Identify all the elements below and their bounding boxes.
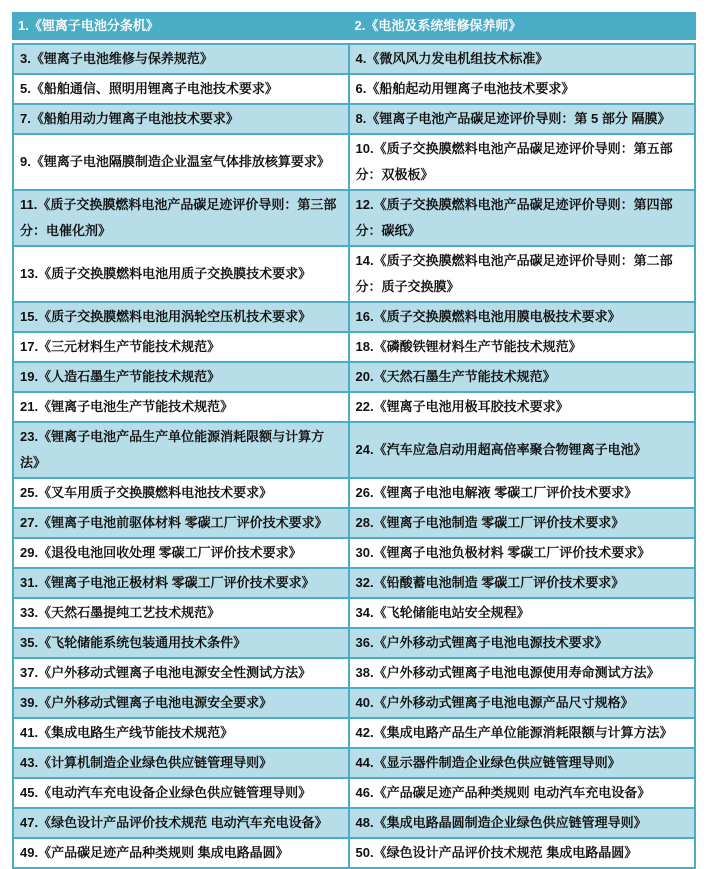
table-cell: 27.《锂离子电池前驱体材料 零碳工厂评价技术要求》 [13,508,349,538]
table-cell: 13.《质子交换膜燃料电池用质子交换膜技术要求》 [13,246,349,302]
table-cell: 35.《飞轮储能系统包装通用技术条件》 [13,628,349,658]
table-cell: 33.《天然石墨提纯工艺技术规范》 [13,598,349,628]
table-cell: 5.《船舶通信、照明用锂离子电池技术要求》 [13,74,349,104]
table-row [13,808,695,838]
table-cell: 14.《质子交换膜燃料电池产品碳足迹评价导则：第二部分：质子交换膜》 [349,246,695,302]
table-cell: 46.《产品碳足迹产品种类规则 电动汽车充电设备》 [349,778,695,808]
table-cell: 9.《锂离子电池隔膜制造企业温室气体排放核算要求》 [13,134,349,190]
table-cell: 31.《锂离子电池正极材料 零碳工厂评价技术要求》 [13,568,349,598]
table-cell: 39.《户外移动式锂离子电池电源安全要求》 [13,688,349,718]
table-cell: 24.《汽车应急启动用超高倍率聚合物锂离子电池》 [349,422,695,478]
table-cell: 34.《飞轮储能电站安全规程》 [349,598,695,628]
table-cell: 38.《户外移动式锂离子电池电源使用寿命测试方法》 [349,658,695,688]
table-row [13,44,695,74]
table-row [13,332,695,362]
table-row [13,392,695,422]
table-cell: 36.《户外移动式锂离子电池电源技术要求》 [349,628,695,658]
table-cell: 8.《锂离子电池产品碳足迹评价导则：第 5 部分 隔膜》 [349,104,695,134]
table-cell: 17.《三元材料生产节能技术规范》 [13,332,349,362]
table-row [13,628,695,658]
table-cell: 18.《磷酸铁锂材料生产节能技术规范》 [349,332,695,362]
table-cell: 30.《锂离子电池负极材料 零碳工厂评价技术要求》 [349,538,695,568]
table-cell: 45.《电动汽车充电设备企业绿色供应链管理导则》 [13,778,349,808]
table-cell: 48.《集成电路晶圆制造企业绿色供应链管理导则》 [349,808,695,838]
table-cell: 6.《船舶起动用锂离子电池技术要求》 [349,74,695,104]
table-row [13,478,695,508]
table-cell: 44.《显示器件制造企业绿色供应链管理导则》 [349,748,695,778]
table-cell: 7.《船舶用动力锂离子电池技术要求》 [13,104,349,134]
table-row [13,74,695,104]
table-cell: 19.《人造石墨生产节能技术规范》 [13,362,349,392]
table-cell: 26.《锂离子电池电解液 零碳工厂评价技术要求》 [349,478,695,508]
table-row [13,190,695,246]
standards-table [12,12,696,869]
table-row [13,778,695,808]
table-cell: 21.《锂离子电池生产节能技术规范》 [13,392,349,422]
table-cell: 47.《绿色设计产品评价技术规范 电动汽车充电设备》 [13,808,349,838]
header-cell-left: 1.《锂离子电池分条机》 [18,18,159,33]
table-row [13,538,695,568]
table-cell: 42.《集成电路产品生产单位能源消耗限额与计算方法》 [349,718,695,748]
table-cell: 25.《叉车用质子交换膜燃料电池技术要求》 [13,478,349,508]
table-cell: 37.《户外移动式锂离子电池电源安全性测试方法》 [13,658,349,688]
table-cell: 23.《锂离子电池产品生产单位能源消耗限额与计算方法》 [13,422,349,478]
table-cell: 11.《质子交换膜燃料电池产品碳足迹评价导则：第三部分：电催化剂》 [13,190,349,246]
table-cell: 22.《锂离子电池用极耳胶技术要求》 [349,392,695,422]
table-row [13,598,695,628]
table-header-row [12,12,696,40]
table-row [13,422,695,478]
table-row [13,246,695,302]
table-cell: 10.《质子交换膜燃料电池产品碳足迹评价导则：第五部分：双极板》 [349,134,695,190]
table-row [13,748,695,778]
table-cell: 12.《质子交换膜燃料电池产品碳足迹评价导则：第四部分：碳纸》 [349,190,695,246]
table-row [13,104,695,134]
table-row [13,688,695,718]
table-cell: 3.《锂离子电池维修与保养规范》 [13,44,349,74]
table-row [13,568,695,598]
table-cell: 20.《天然石墨生产节能技术规范》 [349,362,695,392]
table-cell: 43.《计算机制造企业绿色供应链管理导则》 [13,748,349,778]
table-cell: 15.《质子交换膜燃料电池用涡轮空压机技术要求》 [13,302,349,332]
table-cell: 40.《户外移动式锂离子电池电源产品尺寸规格》 [349,688,695,718]
table-row [13,362,695,392]
table-row [13,838,695,868]
header-cell-right: 2.《电池及系统维修保养师》 [354,18,522,33]
table-cell: 32.《铅酸蓄电池制造 零碳工厂评价技术要求》 [349,568,695,598]
table-cell: 49.《产品碳足迹产品种类规则 集成电路晶圆》 [13,838,349,868]
table-cell: 16.《质子交换膜燃料电池用膜电极技术要求》 [349,302,695,332]
table-row [13,508,695,538]
table-row [13,718,695,748]
table-cell: 28.《锂离子电池制造 零碳工厂评价技术要求》 [349,508,695,538]
table-row [13,302,695,332]
table-body [12,43,696,869]
table-row [13,658,695,688]
table-cell: 29.《退役电池回收处理 零碳工厂评价技术要求》 [13,538,349,568]
table-row [13,134,695,190]
table-cell: 4.《微风风力发电机组技术标准》 [349,44,695,74]
table-cell: 41.《集成电路生产线节能技术规范》 [13,718,349,748]
table-cell: 50.《绿色设计产品评价技术规范 集成电路晶圆》 [349,838,695,868]
